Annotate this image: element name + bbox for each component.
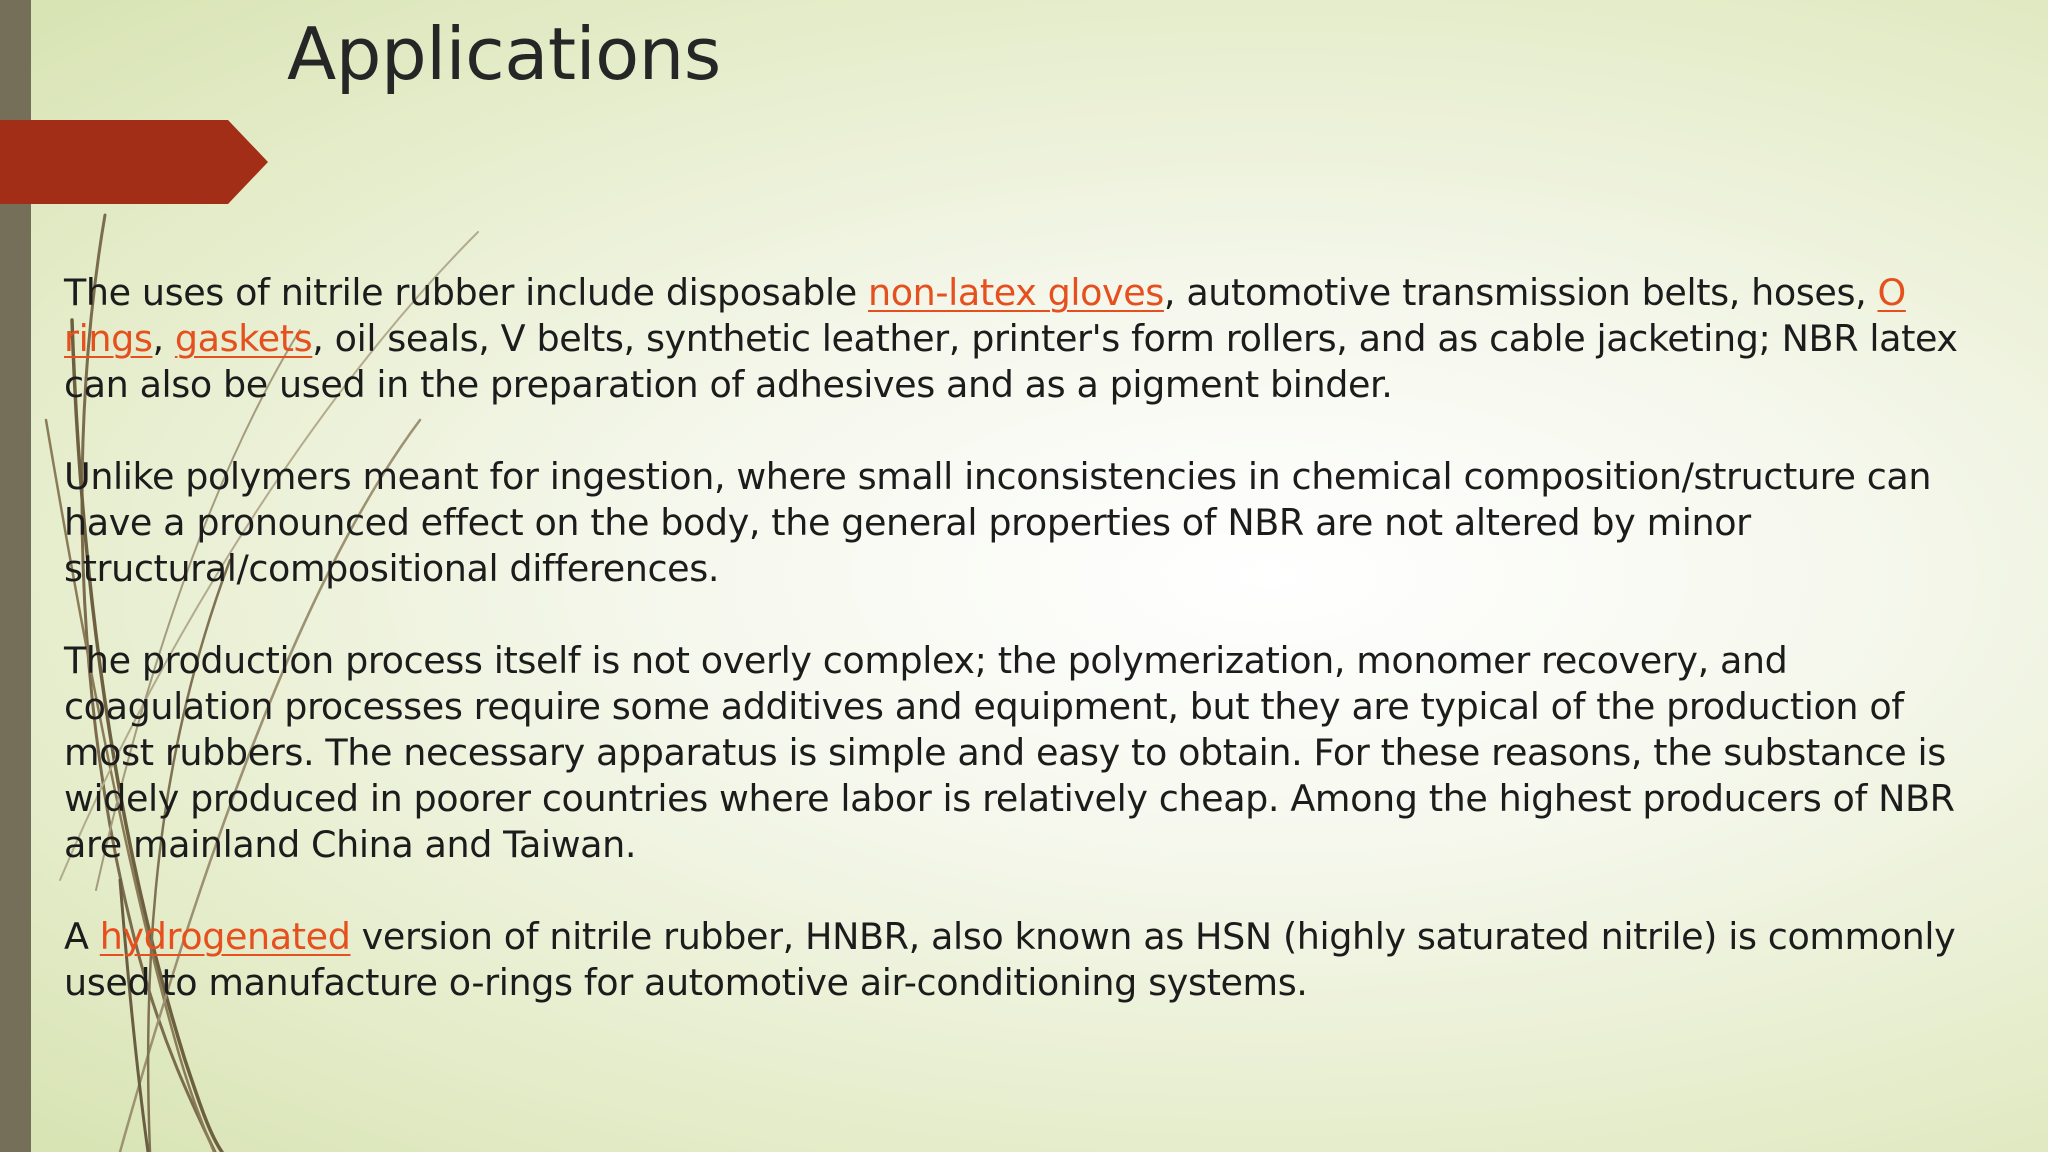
link-hydrogenated[interactable]: hydrogenated — [99, 915, 351, 958]
text-segment: A — [64, 915, 100, 958]
paragraph-polymers: Unlike polymers meant for ingestion, where small inconsistencies in chemical composition/structure can have a pronounced effect on the body, the general properties of NBR are not altered by minor structural/compositional differences. — [64, 455, 1932, 590]
link-o-rings[interactable]: O rings — [64, 271, 1906, 360]
text-segment: , — [152, 317, 175, 360]
paragraph-hnbr — [64, 914, 1999, 1006]
paragraph-uses — [64, 270, 1999, 408]
link-non-latex-gloves[interactable]: non-latex gloves — [868, 271, 1164, 314]
text-segment: The uses of nitrile rubber include disposable — [64, 271, 868, 314]
text-segment: , oil seals, V belts, synthetic leather, printer's form rollers, and as cable jacketing; NBR latex can also be used in the preparation of adhesives and as a pigment binder. — [64, 317, 1958, 406]
title-arrow-banner — [0, 120, 268, 204]
text-segment: version of nitrile rubber, HNBR, also known as HSN (highly saturated nitrile) is commonly used to manufacture o-rings for automotive air-conditioning systems. — [64, 915, 1956, 1004]
paragraph-production: The production process itself is not overly complex; the polymerization, monomer recovery, and coagulation processes require some additives and equipment, but they are typical of the production of most rubbers. The necessary apparatus is simple and easy to obtain. For these reasons, the substance is widely produced in poorer countries where labor is relatively cheap. Among the highest producers of NBR are mainland China and Taiwan. — [64, 639, 1955, 866]
slide-body — [64, 270, 1999, 1052]
slide-title: Applications — [287, 12, 721, 96]
text-segment: , automotive transmission belts, hoses, — [1163, 271, 1878, 314]
link-gaskets[interactable]: gaskets — [174, 317, 313, 360]
